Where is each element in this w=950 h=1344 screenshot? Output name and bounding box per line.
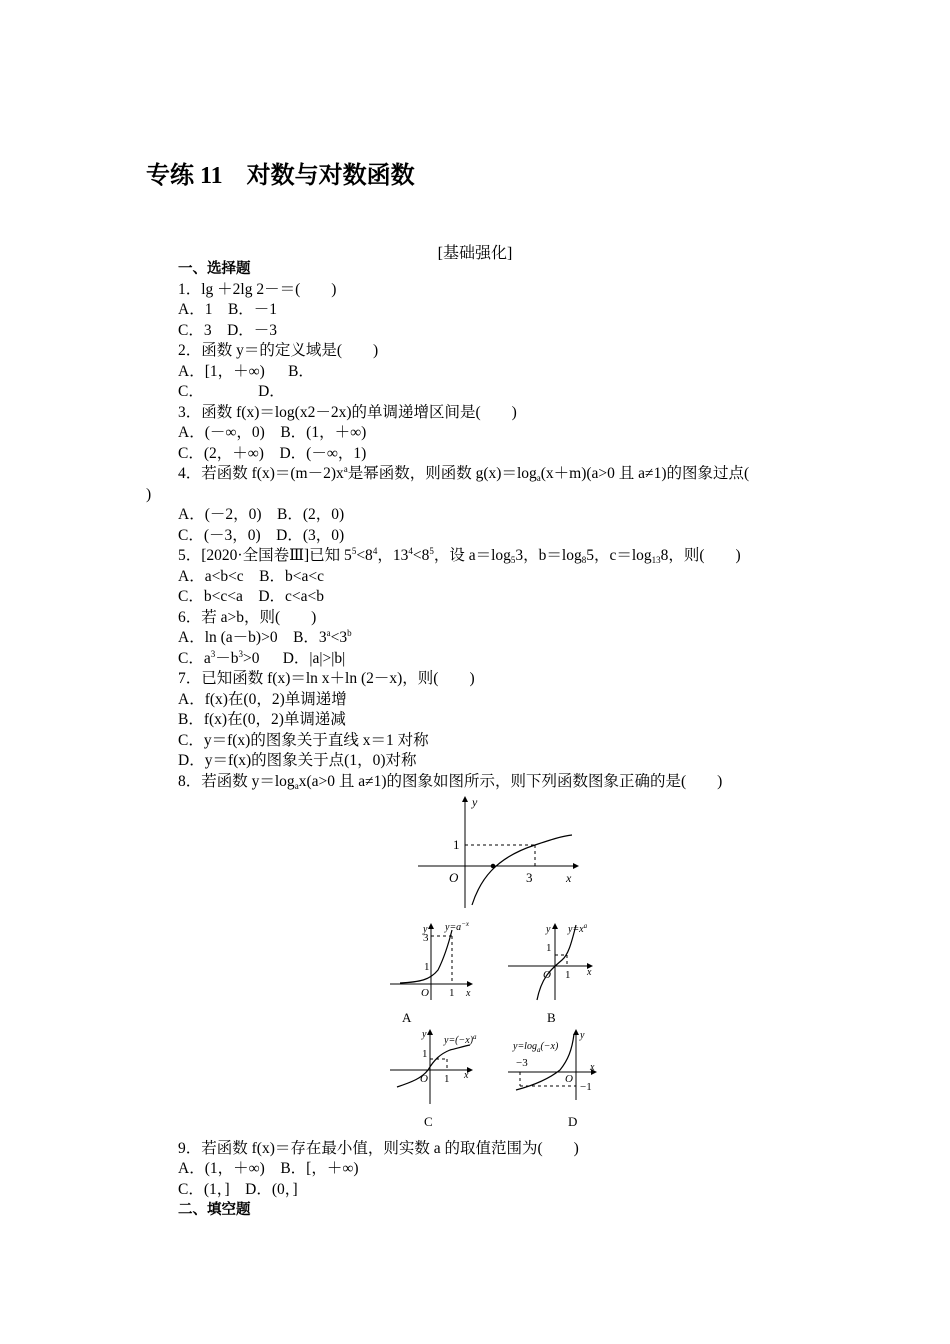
graph-b-tick-1x: 1 bbox=[565, 969, 571, 981]
graph-c-x-label: x bbox=[464, 1070, 469, 1081]
graph-a-curve bbox=[400, 930, 452, 983]
q6-options-ab: A．ln (a－b)>0 B．$3^a<3^b$ bbox=[178, 628, 352, 646]
graph-c-label: C bbox=[424, 1114, 433, 1129]
main-x-label: x bbox=[566, 871, 572, 885]
main-y-label: y bbox=[472, 795, 478, 809]
part-heading-fill: 二、填空题 bbox=[178, 1202, 251, 1218]
q4-options-ab: A．(－2，0) B．(2，0) bbox=[178, 506, 345, 523]
graph-d-tick-m1: −1 bbox=[580, 1081, 592, 1093]
graph-c-y-label: y bbox=[422, 1029, 427, 1040]
graph-a-label: A bbox=[402, 1010, 412, 1025]
q3-stem: 3．函数 f(x)＝log(x2－2x)的单调递增区间是( ) bbox=[178, 404, 517, 421]
q3-options-ab: A．(－∞，0) B．(1，＋∞) bbox=[178, 424, 367, 441]
graph-a-tick-1x: 1 bbox=[449, 987, 455, 999]
q6-stem: 6．若 a>b，则( ) bbox=[178, 609, 317, 626]
graph-c bbox=[390, 1030, 472, 1104]
graph-c-tick-1y: 1 bbox=[422, 1048, 428, 1060]
graph-a bbox=[390, 924, 472, 1000]
graph-d-x-label: x bbox=[590, 1062, 595, 1073]
graph-a-y-label: y bbox=[423, 924, 428, 935]
graph-b-label: B bbox=[547, 1010, 556, 1025]
q7-option-c: C．y＝f(x)的图象关于直线 x＝1 对称 bbox=[178, 732, 429, 749]
graph-b-fn: $y=x^a$ bbox=[568, 922, 588, 935]
q8-stem: 8．若函数 $y=\log_ax(a>0$ 且 a≠1)的图象如图所示，则下列函数图象正确的是( ) bbox=[178, 773, 723, 791]
q4-stem-cont: ) bbox=[146, 486, 152, 503]
q5-stem: 5．[2020·全国卷Ⅲ]已知 $5^5<8^4$，$13^4<8^5$，设 $a=\log_53$，$b=\log_85$，$c=\log_{13}8$，则( ) bbox=[178, 546, 741, 565]
q6-options-cd: C．$a^3-b^3>0$ D．|a|>|b| bbox=[178, 649, 346, 667]
graph-a-origin: O bbox=[421, 987, 429, 999]
q5-options-cd: C．b<c<a D．c<a<b bbox=[178, 588, 325, 605]
graph-d-label: D bbox=[568, 1114, 578, 1129]
graph-b-y-label: y bbox=[546, 924, 551, 935]
graph-a-x-label: x bbox=[466, 988, 471, 999]
graph-b-x-label: x bbox=[587, 967, 592, 978]
main-origin: O bbox=[449, 870, 459, 885]
q4-options-cd: C．(－3，0) D．(3，0) bbox=[178, 527, 345, 544]
q2-options-ab: A．[1，＋∞) B． bbox=[178, 363, 314, 380]
q7-option-a: A．f(x)在(0，2)单调递增 bbox=[178, 691, 347, 708]
q9-stem: 9．若函数 f(x)＝存在最小值，则实数 a 的取值范围为( ) bbox=[178, 1140, 579, 1157]
graph-c-origin: O bbox=[420, 1073, 428, 1085]
graph-c-fn: $y=(-x)^a$ bbox=[444, 1033, 477, 1046]
graph-a-tick-3: 3 bbox=[423, 932, 429, 944]
q7-option-d: D．y＝f(x)的图象关于点(1，0)对称 bbox=[178, 752, 417, 769]
graph-c-tick-1x: 1 bbox=[444, 1073, 450, 1085]
graph-a-fn: $y=a^{-x}$ bbox=[445, 920, 470, 933]
graph-d-y-label: y bbox=[580, 1030, 585, 1041]
graph-d-fn: $y=\log_a(-x)$ bbox=[513, 1041, 559, 1054]
q2-options-cd: C． D． bbox=[178, 383, 285, 400]
main-curve bbox=[472, 835, 572, 905]
graph-d-curve bbox=[516, 1034, 574, 1090]
main-graph bbox=[418, 797, 578, 908]
graph-a-tick-1y: 1 bbox=[424, 961, 430, 973]
part-heading-choice: 一、选择题 bbox=[178, 261, 251, 277]
q5-options-ab: A．a<b<c B．b<a<c bbox=[178, 568, 325, 585]
q7-stem: 7．已知函数 f(x)＝ln x＋ln (2－x)，则( ) bbox=[178, 670, 475, 687]
q1-stem: 1．lg ＋2lg 2－＝( ) bbox=[178, 281, 337, 298]
q1-options-ab: A．1 B．－1 bbox=[178, 301, 278, 318]
q3-options-cd: C．(2，＋∞) D．(－∞，1) bbox=[178, 445, 367, 462]
q2-stem: 2．函数 y＝的定义域是( ) bbox=[178, 342, 379, 359]
main-tick-1: 1 bbox=[453, 837, 460, 852]
graph-d-tick-m3: −3 bbox=[516, 1057, 528, 1069]
q9-options-ab: A．(1，＋∞) B．[，＋∞) bbox=[178, 1160, 359, 1177]
page-title: 专练 11 对数与对数函数 bbox=[146, 163, 415, 189]
q1-options-cd: C．3 D．－3 bbox=[178, 322, 278, 339]
q9-options-cd: C．(1，] D．(0，] bbox=[178, 1181, 298, 1198]
graph-b bbox=[508, 924, 592, 1000]
q4-stem: 4．若函数 $f(x)=(m-2)x^a$是幂函数，则函数 $g(x)=\log_a(x+m)(a>0$ 且 a≠1)的图象过点( bbox=[178, 464, 750, 483]
q7-option-b: B．f(x)在(0，2)单调递减 bbox=[178, 711, 346, 728]
graph-d-origin: O bbox=[565, 1073, 573, 1085]
graph-c-curve bbox=[397, 1045, 470, 1087]
graph-b-tick-1y: 1 bbox=[546, 942, 552, 954]
graph-d bbox=[508, 1030, 596, 1100]
graph-b-origin: O bbox=[543, 969, 551, 981]
graph-b-curve bbox=[537, 925, 576, 1000]
section-heading: [基础强化] bbox=[437, 245, 513, 262]
main-tick-3: 3 bbox=[526, 870, 533, 885]
